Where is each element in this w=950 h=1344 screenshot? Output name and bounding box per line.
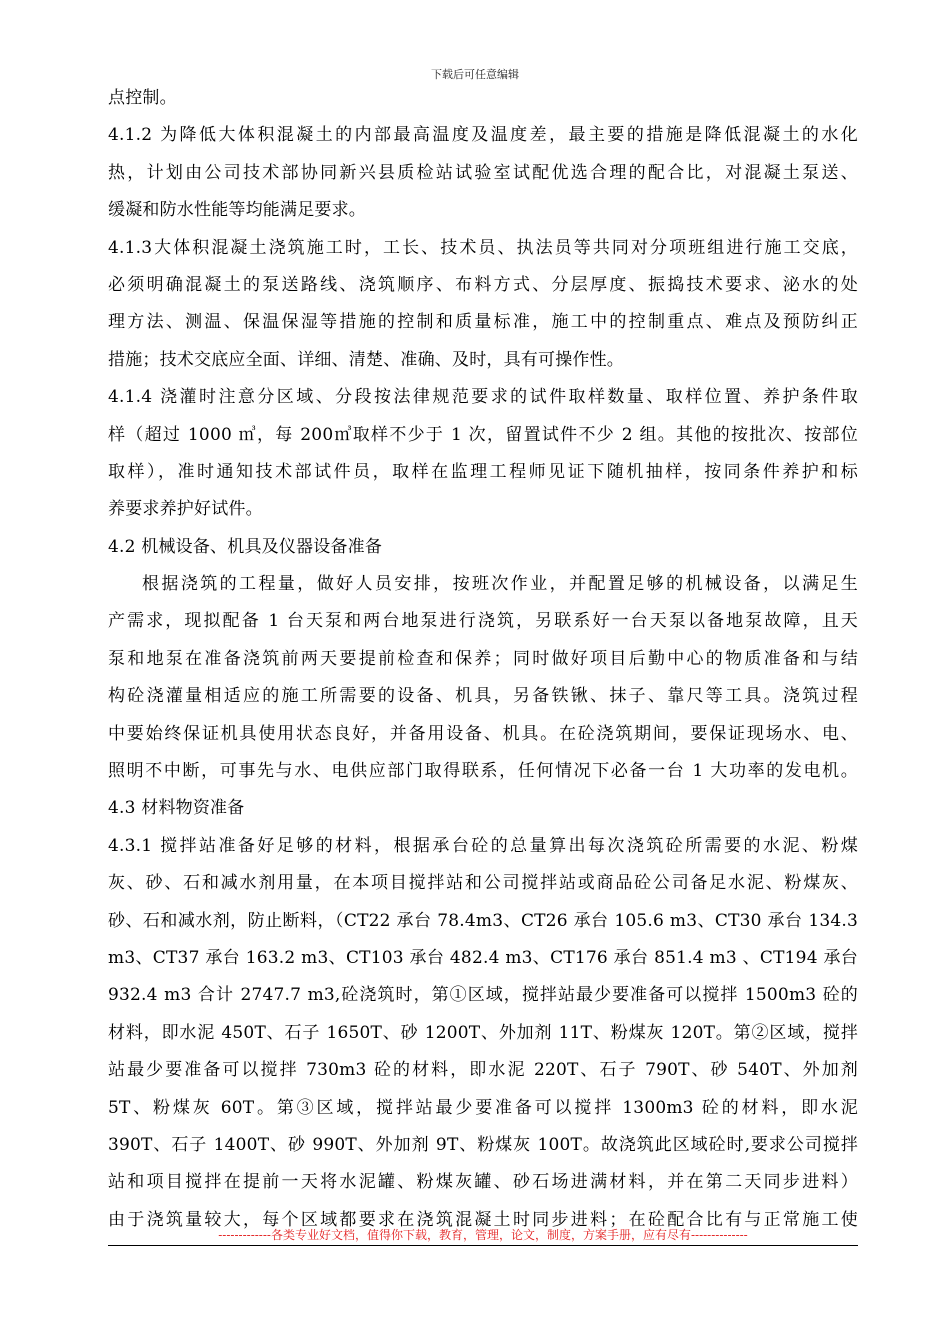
body-line: 4.3.1 搅拌站准备好足够的材料，根据承台砼的总量算出每次浇筑砼所需要的水泥、粉煤	[108, 835, 858, 856]
body-line: 中要始终保证机具使用状态良好，并备用设备、机具。在砼浇筑期间，要保证现场水、电、	[108, 723, 858, 744]
body-line: 5T、粉煤灰 60T。第③区域，搅拌站最少要准备可以搅拌 1300m3 砼的材料，即水泥	[108, 1097, 858, 1118]
body-line: 养要求养护好试件。	[108, 499, 263, 520]
document-body	[108, 80, 858, 1239]
body-line: 措施；技术交底应全面、详细、清楚、准确、及时，具有可操作性。	[108, 349, 624, 370]
body-line: 样（超过 1000 ㎥，每 200㎥取样不少于 1 次，留置试件不少 2 组。其他的按批次、按部位	[108, 424, 858, 445]
body-line: 泵和地泵在准备浇筑前两天要提前检查和保养；同时做好项目后勤中心的物质准备和与结	[108, 648, 858, 669]
body-line: 产需求，现拟配备 1 台天泵和两台地泵进行浇筑，另联系好一台天泵以备地泵故障，且天	[108, 611, 858, 632]
body-line: 由于浇筑量较大，每个区域都要求在浇筑混凝土时同步进料；在砼配合比有与正常施工使	[108, 1209, 858, 1230]
body-line: 取样），准时通知技术部试件员，取样在监理工程师见证下随机抽样，按同条件养护和标	[108, 461, 858, 482]
body-line: 932.4 m3 合计 2747.7 m3,砼浇筑时，第①区域，搅拌站最少要准备可以搅拌 1500m3 砼的	[108, 985, 858, 1006]
body-line: 灰、砂、石和减水剂用量，在本项目搅拌站和公司搅拌站或商品砼公司备足水泥、粉煤灰、	[108, 873, 858, 894]
body-line: 必须明确混凝土的泵送路线、浇筑顺序、布料方式、分层厚度、振捣技术要求、泌水的处	[108, 274, 858, 295]
body-line: 理方法、测温、保温保湿等措施的控制和质量标准，施工中的控制重点、难点及预防纠正	[108, 312, 858, 333]
body-line: 缓凝和防水性能等均能满足要求。	[108, 200, 366, 221]
body-line: 材料，即水泥 450T、石子 1650T、砂 1200T、外加剂 11T、粉煤灰 120T。第②区域，搅拌	[108, 1022, 858, 1043]
body-line: 根据浇筑的工程量，做好人员安排，按班次作业，并配置足够的机械设备，以满足生	[142, 574, 858, 595]
page-footer-banner: -------------各类专业好文档，值得你下载，教育，管理，论文，制度，方案手册，应有尽有--------------	[218, 1228, 748, 1242]
body-line: 4.1.2 为降低大体积混凝土的内部最高温度及温度差，最主要的措施是降低混凝土的水化	[108, 125, 858, 146]
body-line: 站和项目搅拌在提前一天将水泥罐、粉煤灰罐、砂石场进满材料，并在第二天同步进料）	[108, 1172, 858, 1193]
footer-divider	[108, 1245, 858, 1246]
body-line: 热，计划由公司技术部协同新兴县质检站试验室试配优选合理的配合比，对混凝土泵送、	[108, 162, 858, 183]
body-line: m3、CT37 承台 163.2 m3、CT103 承台 482.4 m3、CT176 承台 851.4 m3 、CT194 承台	[108, 947, 858, 968]
body-line: 砂、石和减水剂，防止断料，（CT22 承台 78.4m3、CT26 承台 105.6 m3、CT30 承台 134.3	[108, 910, 858, 931]
body-line: 照明不中断，可事先与水、电供应部门取得联系，任何情况下必备一台 1 大功率的发电机。	[108, 761, 858, 782]
section-heading: 4.3 材料物资准备	[108, 798, 245, 819]
body-line: 390T、石子 1400T、砂 990T、外加剂 9T、粉煤灰 100T。故浇筑此区域砼时,要求公司搅拌	[108, 1134, 858, 1155]
section-heading: 4.2 机械设备、机具及仪器设备准备	[108, 536, 383, 557]
body-line: 点控制。	[108, 88, 177, 108]
page-header: 下载后可任意编辑	[431, 68, 519, 81]
body-line: 构砼浇灌量相适应的施工所需要的设备、机具，另备铁锹、抹子、靠尺等工具。浇筑过程	[108, 686, 858, 707]
body-line: 4.1.4 浇灌时注意分区域、分段按法律规范要求的试件取样数量、取样位置、养护条件取	[108, 387, 858, 408]
body-line: 4.1.3大体积混凝土浇筑施工时，工长、技术员、执法员等共同对分项班组进行施工交底，	[108, 237, 858, 258]
body-line: 站最少要准备可以搅拌 730m3 砼的材料，即水泥 220T、石子 790T、砂 540T、外加剂	[108, 1060, 858, 1081]
